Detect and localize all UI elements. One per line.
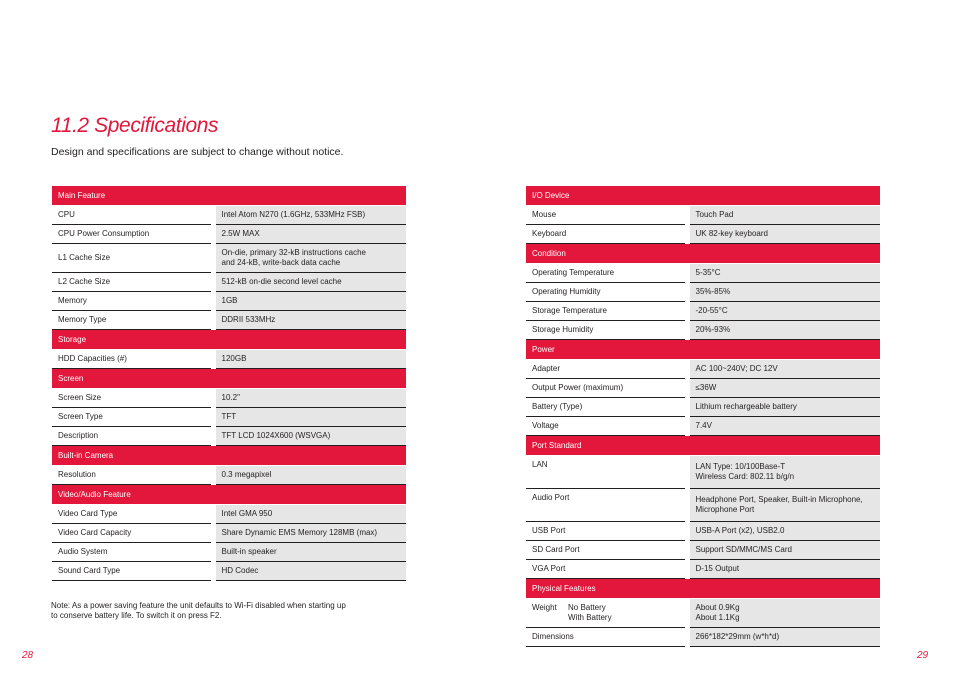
spec-value-line: About 1.1Kg: [695, 613, 740, 622]
table-row: [52, 350, 406, 369]
spec-value: 1GB: [213, 292, 406, 311]
spec-value: [687, 456, 880, 489]
note-line: Note: As a power saving feature the unit defaults to Wi-Fi disabled when starting up: [51, 601, 346, 610]
table-row: [526, 560, 880, 579]
page-number-right: 29: [917, 650, 929, 661]
weight-sub-label: No Battery: [568, 603, 606, 612]
page-number-left: 28: [22, 650, 34, 661]
table-row: [526, 628, 880, 647]
spec-key: Adapter: [526, 360, 687, 379]
table-row: [52, 225, 406, 244]
table-row: [526, 599, 880, 628]
spec-value: Touch Pad: [687, 206, 880, 225]
table-row: [52, 206, 406, 225]
spec-value: Support SD/MMC/MS Card: [687, 541, 880, 560]
section-main-feature: Main Feature: [52, 186, 406, 206]
spec-key: Battery (Type): [526, 398, 687, 417]
spec-key: Screen Type: [52, 408, 213, 427]
spec-value: UK 82-key keyboard: [687, 225, 880, 244]
spec-key: Audio System: [52, 543, 213, 562]
spec-value: DDRII 533MHz: [213, 311, 406, 330]
spec-value: TFT LCD 1024X600 (WSVGA): [213, 427, 406, 446]
spec-value: [687, 489, 880, 522]
table-row: [526, 321, 880, 340]
spec-value: 512-kB on-die second level cache: [213, 273, 406, 292]
table-row: [52, 427, 406, 446]
spec-table-left: [52, 186, 406, 581]
table-row: [52, 292, 406, 311]
spec-value: Built-in speaker: [213, 543, 406, 562]
section-physical-features: Physical Features: [526, 579, 880, 599]
section-condition: Condition: [526, 244, 880, 264]
spec-key: VGA Port: [526, 560, 687, 579]
spec-value: 120GB: [213, 350, 406, 369]
spec-value-line: About 0.9Kg: [695, 603, 740, 612]
spec-key: Keyboard: [526, 225, 687, 244]
spec-value: 2.5W MAX: [213, 225, 406, 244]
spec-key: Output Power (maximum): [526, 379, 687, 398]
section-io-device: I/O Device: [526, 186, 880, 206]
spec-value: 35%-85%: [687, 283, 880, 302]
table-row: [526, 522, 880, 541]
spec-key: SD Card Port: [526, 541, 687, 560]
table-row: [526, 541, 880, 560]
spec-value: 5-35°C: [687, 264, 880, 283]
table-row: [52, 389, 406, 408]
spec-value: TFT: [213, 408, 406, 427]
page-subtitle: Design and specifications are subject to change without notice.: [51, 146, 344, 158]
spec-key: Storage Humidity: [526, 321, 687, 340]
spec-key: Memory: [52, 292, 213, 311]
spec-key: [526, 599, 687, 628]
note-line: to conserve battery life. To switch it on press F2.: [51, 611, 222, 620]
spec-key: Resolution: [52, 466, 213, 485]
spec-value: Share Dynamic EMS Memory 128MB (max): [213, 524, 406, 543]
spec-key: L2 Cache Size: [52, 273, 213, 292]
spec-key: Operating Temperature: [526, 264, 687, 283]
weight-label: Weight: [532, 603, 557, 612]
page-title: 11.2 Specifications: [51, 114, 219, 137]
table-row: [52, 466, 406, 485]
spec-key: Description: [52, 427, 213, 446]
table-row: [526, 225, 880, 244]
table-row: [526, 417, 880, 436]
spec-key: Memory Type: [52, 311, 213, 330]
weight-sub-label: With Battery: [568, 613, 612, 622]
spec-key: USB Port: [526, 522, 687, 541]
spec-value-line: On-die, primary 32-kB instructions cache: [221, 248, 366, 257]
spec-key: CPU Power Consumption: [52, 225, 213, 244]
spec-value: 0.3 megapixel: [213, 466, 406, 485]
spec-key: CPU: [52, 206, 213, 225]
spec-key: Sound Card Type: [52, 562, 213, 581]
table-row: [52, 311, 406, 330]
spec-key: Dimensions: [526, 628, 687, 647]
spec-key: Video Card Capacity: [52, 524, 213, 543]
section-screen: Screen: [52, 369, 406, 389]
table-row: [526, 264, 880, 283]
table-row: [52, 562, 406, 581]
power-saving-note: [51, 601, 391, 621]
spec-key: Operating Humidity: [526, 283, 687, 302]
weight-sub-labels: [568, 603, 612, 623]
spec-key: Audio Port: [526, 489, 687, 522]
spec-value: 7.4V: [687, 417, 880, 436]
spec-value-line: Headphone Port, Speaker, Built-in Microphone,: [695, 495, 863, 504]
table-row: [52, 408, 406, 427]
spec-value: [687, 599, 880, 628]
spec-value: 10.2": [213, 389, 406, 408]
table-row: [52, 524, 406, 543]
spec-key: HDD Capacities (#): [52, 350, 213, 369]
table-row: [52, 543, 406, 562]
table-row: [526, 283, 880, 302]
table-row: [526, 489, 880, 522]
spec-key: Screen Size: [52, 389, 213, 408]
spec-key: LAN: [526, 456, 687, 489]
table-row: [526, 206, 880, 225]
table-row: [52, 244, 406, 273]
spec-value: HD Codec: [213, 562, 406, 581]
weight-key: [532, 603, 679, 623]
spec-value: [213, 244, 406, 273]
table-row: [52, 505, 406, 524]
spec-key: Video Card Type: [52, 505, 213, 524]
spec-value-line: LAN Type: 10/100Base-T: [695, 462, 786, 471]
spec-value-line: and 24-kB, write-back data cache: [221, 258, 341, 267]
spec-key: Voltage: [526, 417, 687, 436]
table-row: [526, 360, 880, 379]
spec-value: USB-A Port (x2), USB2.0: [687, 522, 880, 541]
spec-value-line: Wireless Card: 802.11 b/g/n: [695, 472, 795, 481]
spec-value: 20%-93%: [687, 321, 880, 340]
section-power: Power: [526, 340, 880, 360]
section-storage: Storage: [52, 330, 406, 350]
spec-value: 266*182*29mm (w*h*d): [687, 628, 880, 647]
spec-value: ≤36W: [687, 379, 880, 398]
spec-value: Intel GMA 950: [213, 505, 406, 524]
spec-value-line: Microphone Port: [695, 505, 755, 514]
spec-key: Storage Temperature: [526, 302, 687, 321]
table-row: [526, 398, 880, 417]
section-video-audio: Video/Audio Feature: [52, 485, 406, 505]
table-row: [52, 273, 406, 292]
spec-value: -20-55°C: [687, 302, 880, 321]
spec-value: Intel Atom N270 (1.6GHz, 533MHz FSB): [213, 206, 406, 225]
spec-value: AC 100~240V; DC 12V: [687, 360, 880, 379]
table-row: [526, 456, 880, 489]
spec-table-right: [526, 186, 880, 647]
table-row: [526, 302, 880, 321]
spec-value: D-15 Output: [687, 560, 880, 579]
section-port-standard: Port Standard: [526, 436, 880, 456]
section-camera: Built-in Camera: [52, 446, 406, 466]
spec-value: Lithium rechargeable battery: [687, 398, 880, 417]
spec-key: L1 Cache Size: [52, 244, 213, 273]
spec-key: Mouse: [526, 206, 687, 225]
table-row: [526, 379, 880, 398]
